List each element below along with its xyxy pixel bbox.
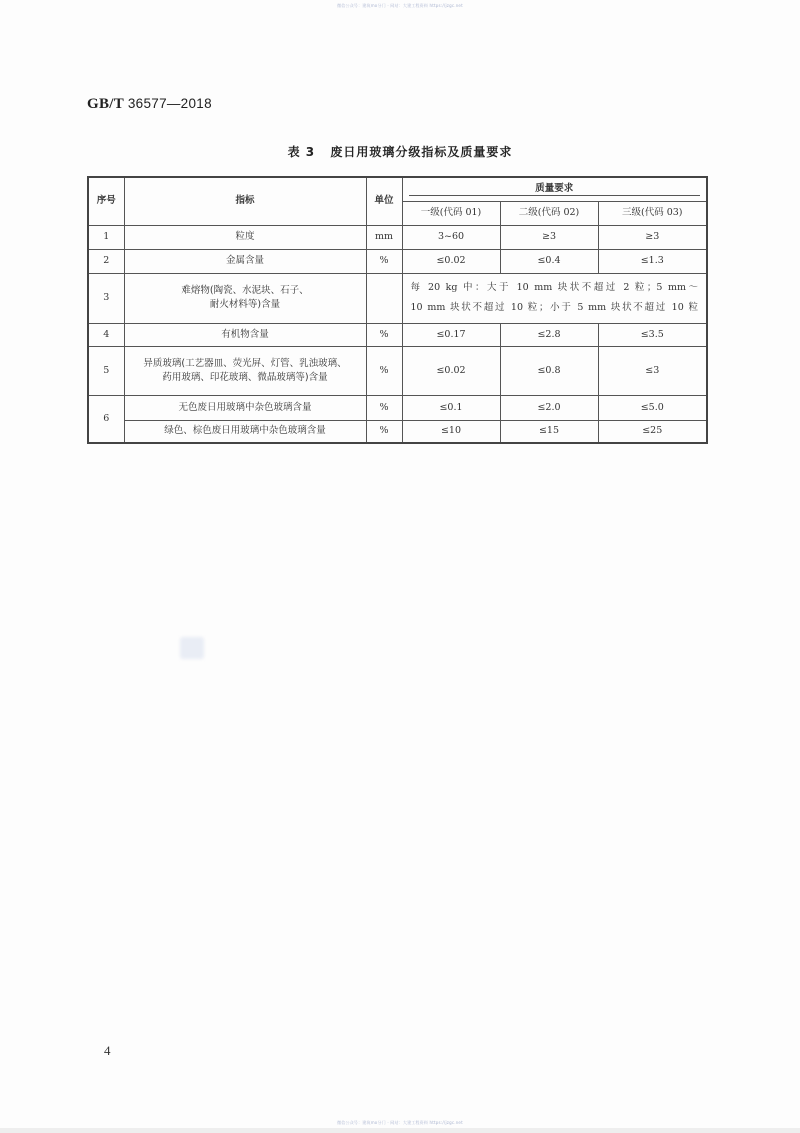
header-unit: 单位 — [366, 177, 402, 225]
cell-indicator: 粒度 — [124, 225, 366, 249]
cell-grade-2: ≤15 — [500, 420, 598, 443]
table-title: 废日用玻璃分级指标及质量要求 — [330, 145, 513, 159]
table-row — [88, 249, 707, 273]
cell-unit: % — [366, 395, 402, 420]
table-caption — [0, 143, 800, 160]
scan-artifact — [180, 637, 204, 659]
standard-code-number: 36577—2018 — [127, 96, 212, 111]
table-row — [88, 346, 707, 395]
cell-indicator: 绿色、棕色废日用玻璃中杂色玻璃含量 — [124, 420, 366, 443]
top-watermark: 微信公众号：建筑mo分门 · 网站：大建工程资料 https://jzgc.net — [337, 3, 463, 8]
quality-requirements-table — [87, 176, 708, 444]
header-grade-1: 一级(代码 01) — [402, 201, 500, 225]
cell-seq: 5 — [88, 346, 124, 395]
cell-grade-3: ≤5.0 — [598, 395, 707, 420]
cell-indicator-line-1: 异质玻璃(工艺器皿、荧光屏、灯管、乳浊玻璃、 — [143, 357, 347, 369]
cell-indicator: 金属含量 — [124, 249, 366, 273]
cell-indicator-line-2: 药用玻璃、印花玻璃、微晶玻璃等)含量 — [162, 371, 328, 383]
cell-indicator — [124, 346, 366, 395]
cell-grade-2: ≤2.0 — [500, 395, 598, 420]
standard-code — [87, 96, 212, 113]
cell-grade-1: ≤10 — [402, 420, 500, 443]
cell-grade-2: ≤0.4 — [500, 249, 598, 273]
cell-unit: % — [366, 420, 402, 443]
header-underline — [409, 195, 701, 196]
cell-grade-2: ≤2.8 — [500, 323, 598, 346]
cell-indicator: 有机物含量 — [124, 323, 366, 346]
header-grade-3: 三级(代码 03) — [598, 201, 707, 225]
cell-grade-3: ≤3 — [598, 346, 707, 395]
cell-grade-2: ≤0.8 — [500, 346, 598, 395]
page-number: 4 — [104, 1043, 111, 1058]
table-row — [88, 273, 707, 323]
cell-grade-1: ≤0.1 — [402, 395, 500, 420]
cell-indicator-line-2: 耐火材料等)含量 — [209, 299, 281, 310]
table-row — [88, 323, 707, 346]
merged-requirement-line-2: 10 mm 块状不超过 10 粒；小于 5 mm 块状不超过 10 粒 — [410, 302, 699, 313]
cell-grade-1: ≤0.17 — [402, 323, 500, 346]
table-row — [88, 225, 707, 249]
table-number: 表 3 — [287, 145, 316, 159]
cell-indicator: 无色废日用玻璃中杂色玻璃含量 — [124, 395, 366, 420]
cell-unit: % — [366, 323, 402, 346]
cell-seq: 6 — [88, 395, 124, 443]
cell-grade-2: ≥3 — [500, 225, 598, 249]
header-seq: 序号 — [88, 177, 124, 225]
bottom-edge — [0, 1128, 800, 1133]
cell-grade-3: ≤1.3 — [598, 249, 707, 273]
cell-seq: 2 — [88, 249, 124, 273]
cell-unit: % — [366, 249, 402, 273]
header-quality-label: 质量要求 — [535, 183, 574, 195]
standard-code-prefix: GB/T — [87, 96, 124, 112]
bottom-watermark: 微信公众号：建筑mo分门 · 网站：大建工程资料 https://jzgc.net — [337, 1120, 463, 1125]
cell-indicator — [124, 273, 366, 323]
table-row — [88, 395, 707, 420]
cell-grade-3: ≤3.5 — [598, 323, 707, 346]
header-indicator: 指标 — [124, 177, 366, 225]
merged-requirement-line-1: 每 20 kg 中：大于 10 mm 块状不超过 2 粒；5 mm～ — [410, 282, 699, 293]
cell-seq: 3 — [88, 273, 124, 323]
cell-grade-1: ≤0.02 — [402, 249, 500, 273]
header-grade-2: 二级(代码 02) — [500, 201, 598, 225]
cell-grade-1: 3~60 — [402, 225, 500, 249]
cell-merged-requirement — [402, 273, 707, 323]
table-row — [88, 420, 707, 443]
cell-indicator-line-1: 难熔物(陶瓷、水泥块、石子、 — [181, 285, 309, 296]
cell-grade-3: ≥3 — [598, 225, 707, 249]
table-header-row — [88, 177, 707, 201]
cell-grade-3: ≤25 — [598, 420, 707, 443]
cell-unit: mm — [366, 225, 402, 249]
cell-seq: 1 — [88, 225, 124, 249]
cell-unit — [366, 273, 402, 323]
cell-grade-1: ≤0.02 — [402, 346, 500, 395]
cell-seq: 4 — [88, 323, 124, 346]
header-quality-requirements — [402, 177, 707, 201]
cell-unit: % — [366, 346, 402, 395]
